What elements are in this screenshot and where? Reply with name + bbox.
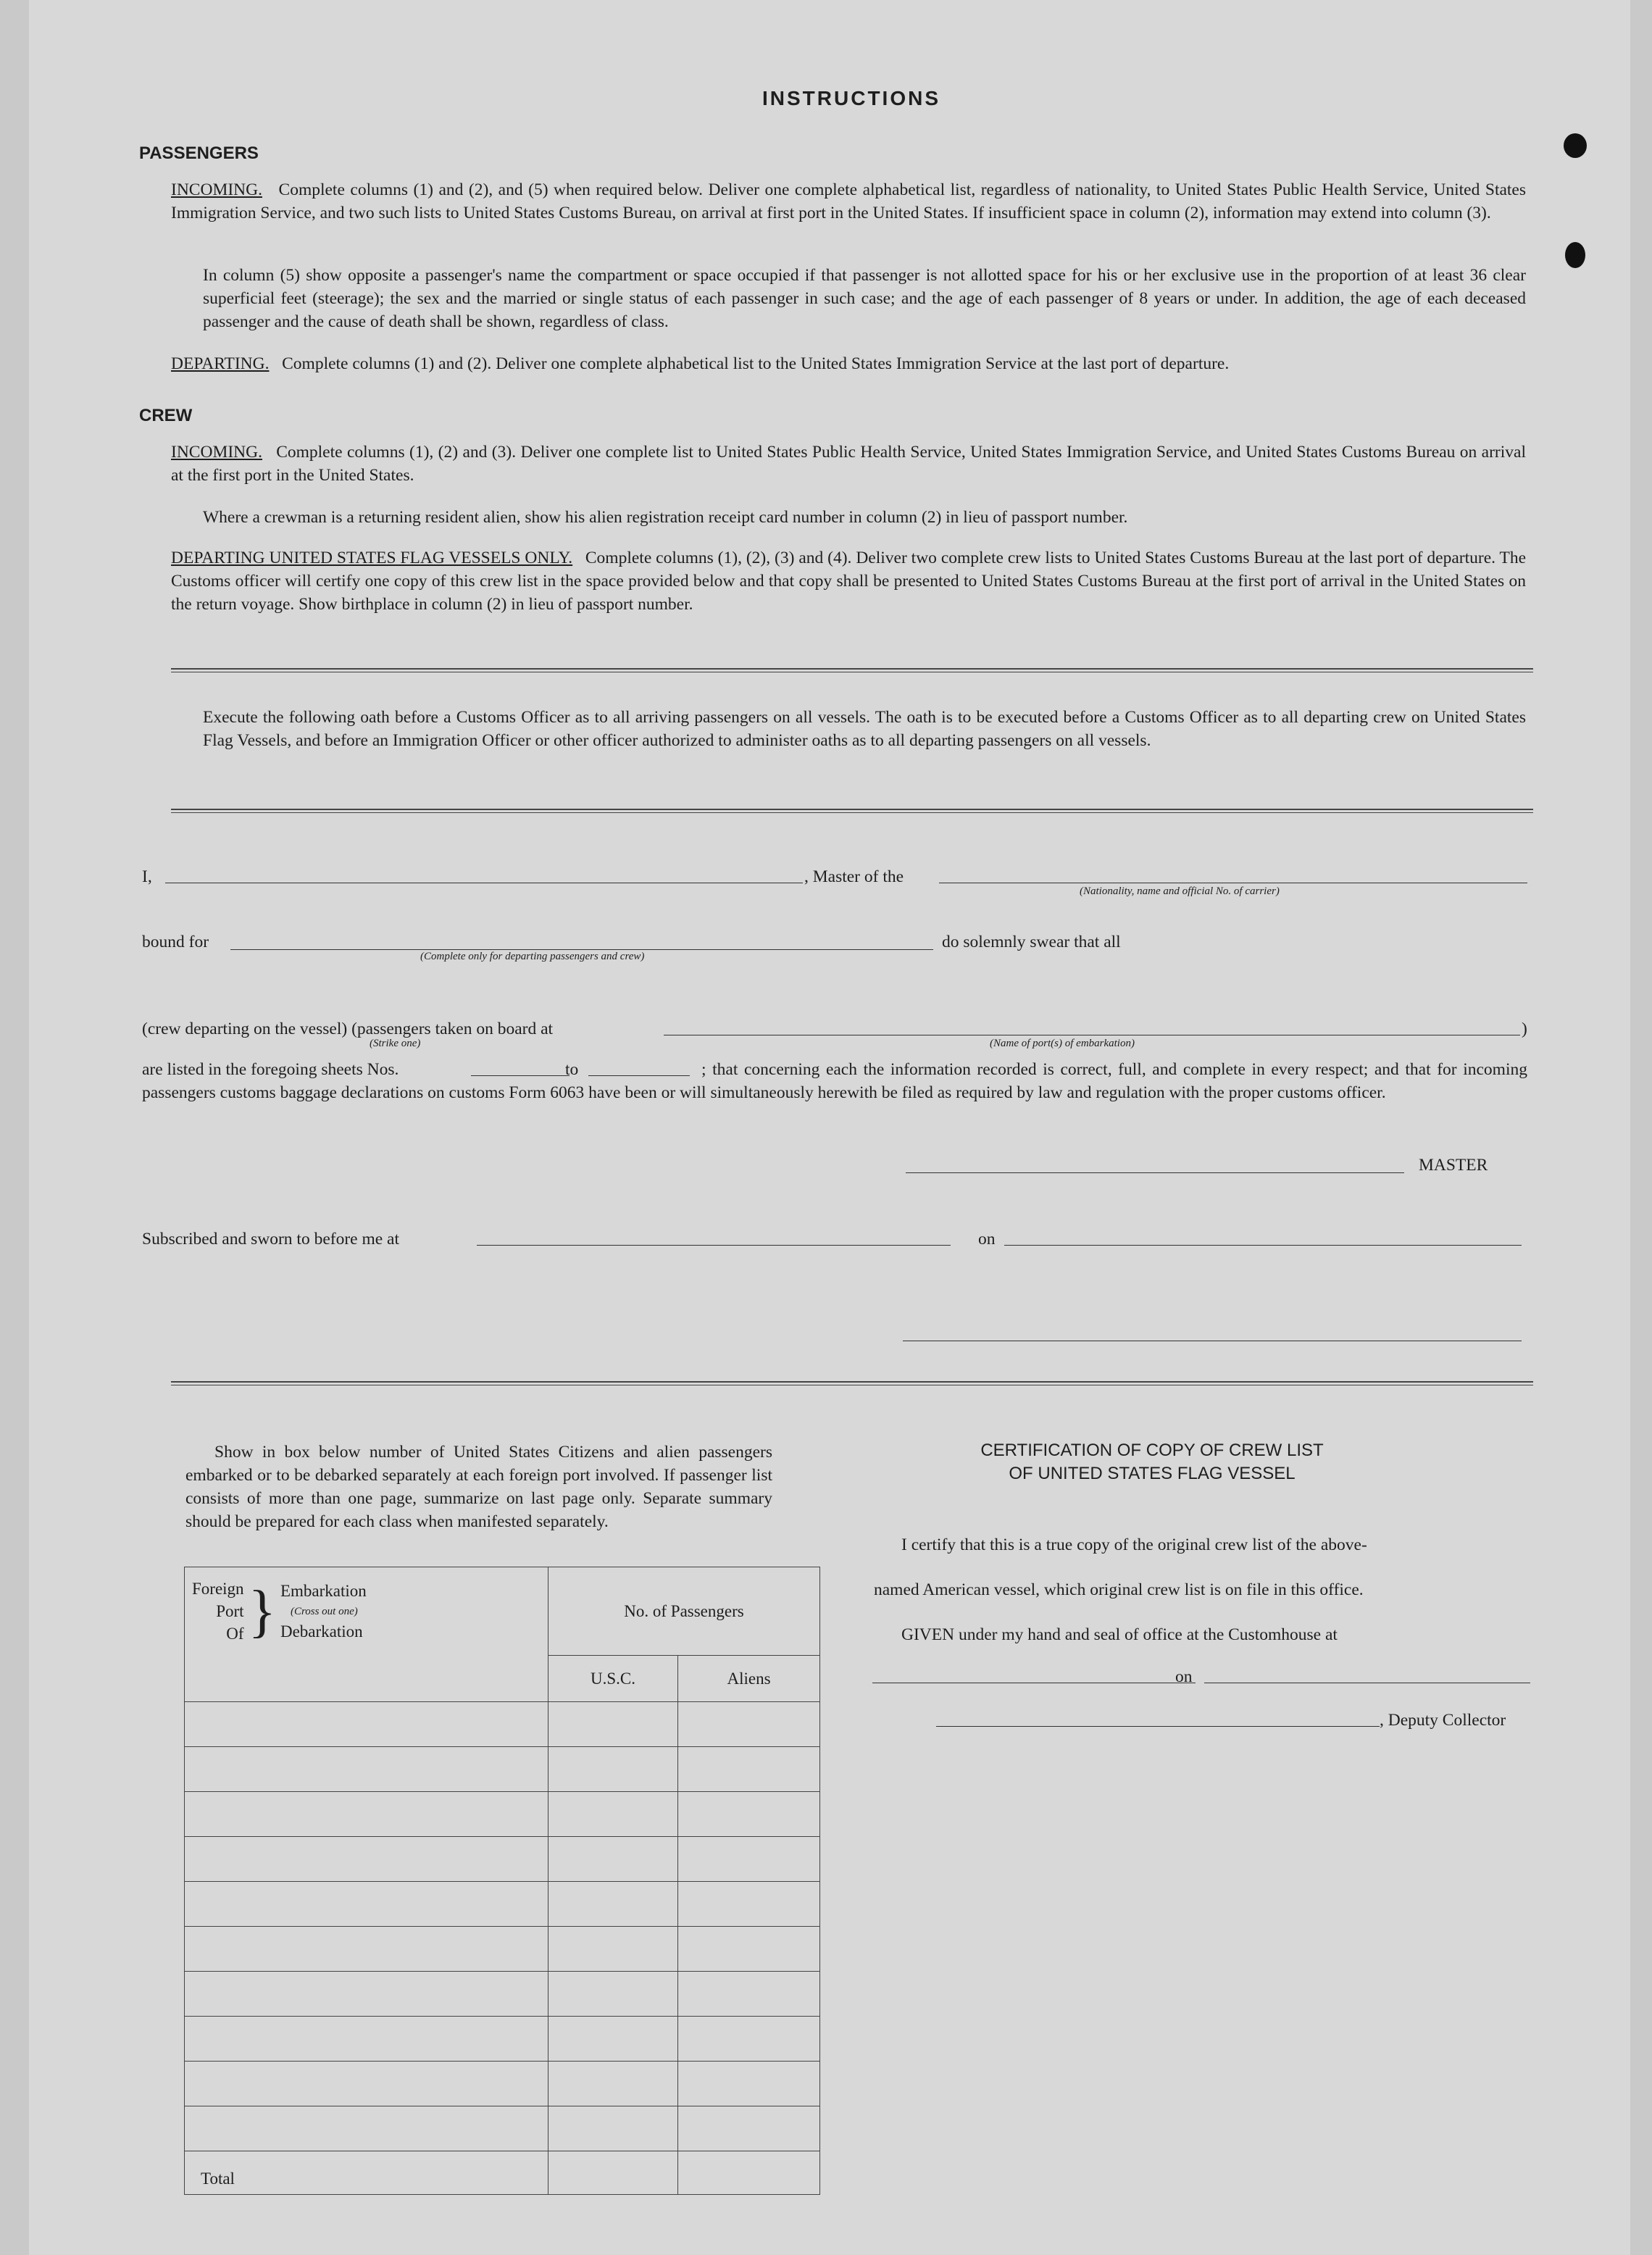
passengers-departing-label: DEPARTING. <box>171 354 270 373</box>
foreign-label: Foreign <box>192 1580 244 1598</box>
strike-caption: (Strike one) <box>370 1038 421 1049</box>
oath-instructions: Execute the following oath before a Customs Officer as to all arriving passengers on all vessels. The oath is to be executed before a Customs Officer as to all departing crew on United States Flag Vessels, and before an Immigration Officer or other officer authorized to administer oaths as to all departing passengers on all vessels. <box>203 708 1526 750</box>
usc-cell[interactable] <box>548 1882 678 1927</box>
form-sheet <box>29 0 1630 2255</box>
crew-resident-paragraph: Where a crewman is a returning resident alien, show his alien registration receipt card number in column (2) in lieu of passport number. <box>203 508 1128 527</box>
passengers-heading: PASSENGERS <box>139 143 259 163</box>
total-aliens-cell[interactable] <box>678 2151 820 2195</box>
usc-cell[interactable] <box>548 1747 678 1792</box>
port-labels <box>192 1577 244 1645</box>
table-row <box>185 1747 820 1792</box>
aliens-cell[interactable] <box>678 1702 820 1747</box>
summary-instructions: Show in box below number of United States Citizens and alien passengers embarked or to be debarked separately at each foreign port involved. If passenger list consists of more than one page, summarize on last page only. Separate summary should be prepared for each class when manifested separately. <box>185 1443 772 1531</box>
table-row <box>185 1702 820 1747</box>
debarkation-label: Debarkation <box>280 1622 363 1641</box>
ports-caption: (Name of port(s) of embarkation) <box>990 1038 1135 1049</box>
port-cell[interactable] <box>185 1927 548 1972</box>
embark-labels <box>280 1581 367 1642</box>
passengers-departing-text: Complete columns (1) and (2). Deliver one complete alphabetical list to the United States Immigration Service at the last port of departure. <box>282 354 1230 373</box>
usc-cell[interactable] <box>548 2017 678 2062</box>
bound-caption: (Complete only for departing passengers and crew) <box>420 951 645 962</box>
embarkation-label: Embarkation <box>280 1581 367 1600</box>
crew-departing-paragraph <box>171 546 1526 616</box>
certification-line-2: named American vessel, which original crew list is on file in this office. <box>874 1580 1364 1599</box>
usc-cell[interactable] <box>548 2106 678 2151</box>
bound-for-field[interactable] <box>230 949 933 950</box>
certification-line-3: GIVEN under my hand and seal of office at the Customhouse at <box>901 1625 1338 1644</box>
punch-hole <box>1564 133 1587 158</box>
certification-heading <box>891 1439 1413 1485</box>
port-header-group <box>192 1577 547 1645</box>
port-cell[interactable] <box>185 1792 548 1837</box>
port-cell[interactable] <box>185 1972 548 2017</box>
divider-rule <box>171 1381 1533 1385</box>
oath-listed-in: are listed in the foregoing sheets Nos. <box>142 1060 399 1079</box>
usc-cell[interactable] <box>548 1702 678 1747</box>
oath-master-of: , Master of the <box>804 867 904 886</box>
deputy-collector-label: , Deputy Collector <box>1380 1711 1506 1730</box>
oath-listed-rest: ; that concerning each the information recorded is correct, full, and complete in every respect; and that for incoming passengers customs baggage declarations on customs Form 6063 have been or will simultaneously herewith be filed as required by law and regulation with the proper customs officer. <box>142 1060 1527 1102</box>
table-row <box>185 2017 820 2062</box>
certification-heading-2: OF UNITED STATES FLAG VESSEL <box>1009 1464 1296 1483</box>
total-label: Total <box>185 2151 548 2195</box>
no-of-passengers-header: No. of Passengers <box>548 1567 820 1656</box>
oath-swear: do solemnly swear that all <box>942 933 1121 951</box>
port-cell[interactable] <box>185 2062 548 2106</box>
crew-incoming-label: INCOMING. <box>171 443 262 462</box>
passenger-summary-table <box>184 1567 820 2195</box>
cross-out-caption: (Cross out one) <box>290 1605 358 1617</box>
certification-line-1: I certify that this is a true copy of the original crew list of the above- <box>901 1535 1367 1554</box>
oath-subscribed: Subscribed and sworn to before me at <box>142 1230 400 1249</box>
passengers-incoming-label: INCOMING. <box>171 180 262 199</box>
table-row <box>185 1837 820 1882</box>
usc-header: U.S.C. <box>548 1656 678 1702</box>
table-row <box>185 1882 820 1927</box>
crew-heading: CREW <box>139 406 193 425</box>
sworn-location-field[interactable] <box>477 1245 951 1246</box>
total-usc-cell[interactable] <box>548 2151 678 2195</box>
table-row <box>185 1927 820 1972</box>
aliens-cell[interactable] <box>678 1972 820 2017</box>
aliens-cell[interactable] <box>678 1837 820 1882</box>
usc-cell[interactable] <box>548 1972 678 2017</box>
crew-departing-label: DEPARTING UNITED STATES FLAG VESSELS ONLY. <box>171 549 573 567</box>
oath-i-label: I, <box>142 867 152 886</box>
page-title: INSTRUCTIONS <box>762 87 940 109</box>
port-cell[interactable] <box>185 2017 548 2062</box>
passengers-departing-paragraph <box>171 352 1526 375</box>
port-cell[interactable] <box>185 1882 548 1927</box>
usc-cell[interactable] <box>548 1927 678 1972</box>
summary-header-row <box>185 1567 820 1656</box>
carrier-caption: (Nationality, name and official No. of carrier) <box>1080 885 1280 897</box>
sworn-date-field[interactable] <box>1004 1245 1522 1246</box>
master-label: MASTER <box>1419 1156 1488 1175</box>
passengers-column5-paragraph: In column (5) show opposite a passenger's name the compartment or space occupied if that passenger is not allotted space for his or her exclusive use in the proportion of at least 36 clear superficial feet (steerage); the sex and the married or single status of each passenger in such case; and the age of each passenger of 8 years or under. In addition, the age of each deceased passenger and the cause of death shall be shown, regardless of class. <box>203 266 1526 331</box>
oath-close-paren: ) <box>1522 1020 1527 1038</box>
aliens-cell[interactable] <box>678 1792 820 1837</box>
port-cell[interactable] <box>185 1747 548 1792</box>
table-row <box>185 2062 820 2106</box>
aliens-header: Aliens <box>678 1656 820 1702</box>
aliens-cell[interactable] <box>678 2062 820 2106</box>
port-label: Port <box>216 1602 244 1620</box>
aliens-cell[interactable] <box>678 1747 820 1792</box>
table-row <box>185 2106 820 2151</box>
total-row <box>185 2151 820 2195</box>
usc-cell[interactable] <box>548 2062 678 2106</box>
usc-cell[interactable] <box>548 1792 678 1837</box>
oath-to: to <box>565 1060 579 1079</box>
crew-incoming-text: Complete columns (1), (2) and (3). Deliver one complete list to United States Public Health Service, United States Immigration Service, and United States Customs Bureau on arrival at the first port in the United States. <box>171 443 1527 485</box>
table-row <box>185 1972 820 2017</box>
oath-crew-departing: (crew departing on the vessel) (passengers taken on board at <box>142 1020 554 1038</box>
aliens-cell[interactable] <box>678 1882 820 1927</box>
oath-bound-for: bound for <box>142 933 209 951</box>
deputy-signature-field[interactable] <box>936 1726 1380 1727</box>
certification-on: on <box>1175 1667 1193 1686</box>
port-cell[interactable] <box>185 1837 548 1882</box>
aliens-cell[interactable] <box>678 2017 820 2062</box>
port-cell[interactable] <box>185 2106 548 2151</box>
oath-on: on <box>978 1230 996 1249</box>
master-signature-field[interactable] <box>906 1172 1404 1173</box>
port-cell[interactable] <box>185 1702 548 1747</box>
certification-heading-1: CERTIFICATION OF COPY OF CREW LIST <box>980 1441 1324 1460</box>
of-label: Of <box>226 1625 244 1643</box>
port-header-cell <box>185 1567 548 1702</box>
brace-icon: } <box>248 1579 276 1643</box>
divider-rule <box>171 668 1533 672</box>
table-row <box>185 1792 820 1837</box>
punch-hole <box>1565 242 1585 268</box>
aliens-cell[interactable] <box>678 1927 820 1972</box>
passengers-incoming-paragraph <box>171 178 1526 225</box>
usc-cell[interactable] <box>548 1837 678 1882</box>
divider-rule <box>171 809 1533 813</box>
passengers-incoming-text: Complete columns (1) and (2), and (5) when required below. Deliver one complete alphabetical list, regardless of nationality, to United States Public Health Service, United States Immigration Service, and two such lists to United States Customs Bureau, on arrival at first port in the United States. If insufficient space in column (2), information may extend into column (3). <box>171 180 1527 222</box>
crew-incoming-paragraph <box>171 441 1526 487</box>
crew-departing-text: Complete columns (1), (2), (3) and (4). Deliver two complete crew lists to United States Customs Bureau at the last port of departure. The Customs officer will certify one copy of this crew list in the space provided below and that copy shall be presented to United States Customs Bureau at the first port of arrival in the United States on the return voyage. Show birthplace in column (2) in lieu of passport number. <box>171 549 1527 614</box>
aliens-cell[interactable] <box>678 2106 820 2151</box>
